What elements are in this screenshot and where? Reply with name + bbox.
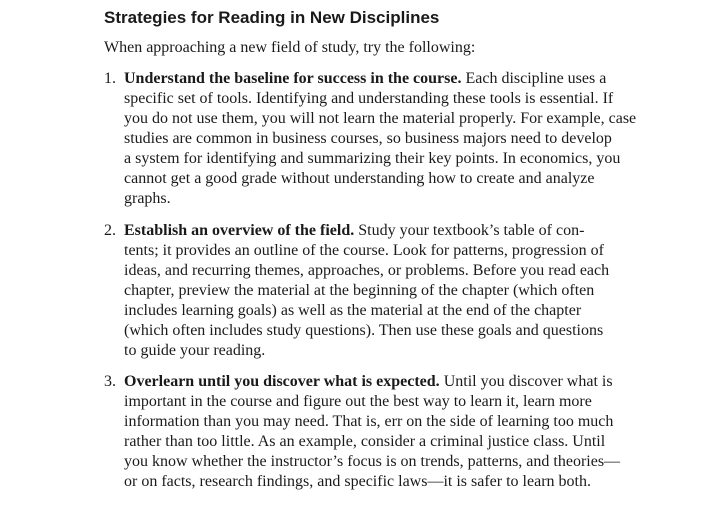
list-item-text: Each discipline uses a xyxy=(461,70,607,87)
list-item-text: Study your textbook’s table of con- xyxy=(354,222,585,239)
list-item-line xyxy=(124,221,704,241)
intro-paragraph: When approaching a new field of study, try the following: xyxy=(104,39,476,56)
list-item-line: important in the course and figure out the best way to learn it, learn more xyxy=(124,393,592,410)
list-item-line: cannot get a good grade without understanding how to create and analyze xyxy=(124,170,595,187)
list-item-line: ideas, and recurring themes, approaches, or problems. Before you read each xyxy=(124,262,610,279)
list-item-body xyxy=(124,69,704,209)
list-item-lead: Establish an overview of the field. xyxy=(124,222,355,239)
list-item-line: specific set of tools. Identifying and understanding these tools is essential. If xyxy=(124,90,614,107)
list-item-line: a system for identifying and summarizing their key points. In economics, you xyxy=(124,150,621,167)
section-heading: Strategies for Reading in New Disciplines xyxy=(104,8,440,27)
list-item-body xyxy=(124,372,704,492)
list-item-number: 1. xyxy=(104,70,116,87)
list-item-line: chapter, preview the material at the beginning of the chapter (which often xyxy=(124,282,595,299)
list-item-number: 3. xyxy=(104,373,116,390)
list-item-line: studies are common in business courses, so business majors need to develop xyxy=(124,130,612,147)
list-item-number: 2. xyxy=(104,222,116,239)
list-item-text: Until you discover what is xyxy=(439,373,613,390)
list-item-line: or on facts, research findings, and specific laws—it is safer to learn both. xyxy=(124,473,591,490)
list-item-lead: Understand the baseline for success in the course. xyxy=(124,70,462,87)
list-item-line: (which often includes study questions). Then use these goals and questions xyxy=(124,322,604,339)
list-item-line: rather than too little. As an example, consider a criminal justice class. Until xyxy=(124,433,606,450)
list-item-line: you know whether the instructor’s focus is on trends, patterns, and theories— xyxy=(124,453,621,470)
list-item-line xyxy=(124,372,704,392)
list-item-line: you do not use them, you will not learn the material properly. For example, case xyxy=(124,110,637,127)
list-item-line: to guide your reading. xyxy=(124,342,266,359)
list-item-lead: Overlearn until you discover what is expected. xyxy=(124,373,440,390)
list-item-line: includes learning goals) as well as the material at the end of the chapter xyxy=(124,302,582,319)
list-item-line: information than you may need. That is, err on the side of learning too much xyxy=(124,413,614,430)
list-item-line: graphs. xyxy=(124,190,171,207)
list-item-line xyxy=(124,69,704,89)
list-item-line: tents; it provides an outline of the course. Look for patterns, progression of xyxy=(124,242,604,259)
list-item-body xyxy=(124,221,704,361)
